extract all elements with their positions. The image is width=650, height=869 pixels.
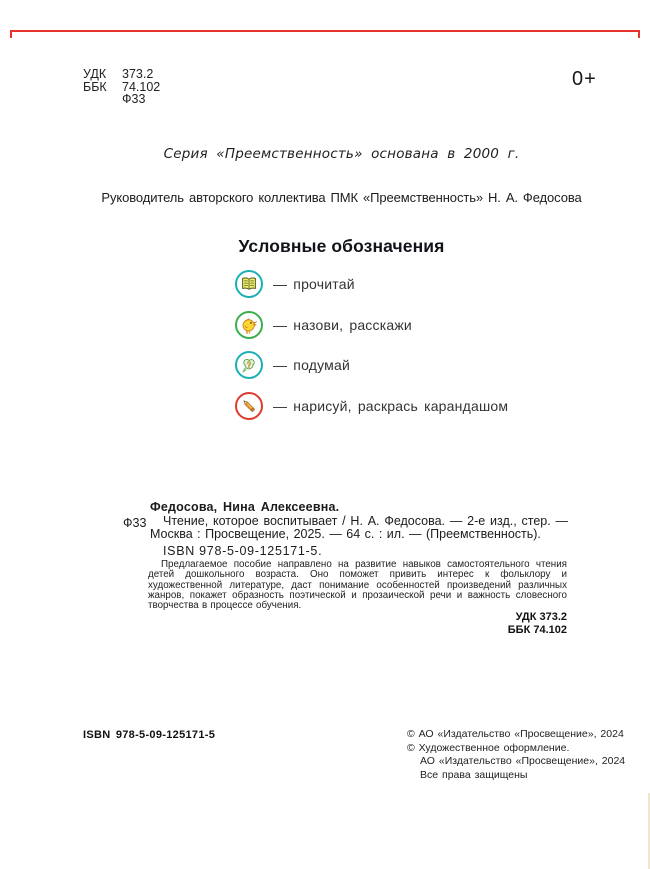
chick-icon: [235, 311, 263, 339]
legend-item-tell: [235, 311, 508, 339]
bibliography-isbn: ISBN 978-5-09-125171-5.: [163, 544, 323, 558]
legend-item-label: — подумай: [273, 357, 350, 373]
legend-item-label: — нарисуй, раскрась карандашом: [273, 397, 509, 414]
legend-item-think: [235, 351, 508, 379]
legend-item-label: — назови, расскажи: [273, 316, 412, 333]
legend-list: [235, 270, 508, 420]
page-border-top-line: [10, 30, 640, 32]
udk-line: [83, 68, 160, 81]
classification-right-block: [508, 611, 567, 637]
author-code-line: [83, 93, 160, 106]
udk-value: 373.2: [122, 67, 154, 81]
page-border-tick-right: [638, 30, 640, 38]
svg-text:?: ?: [246, 360, 252, 370]
open-book-icon: [235, 270, 263, 298]
team-leader-line: Руководитель авторского коллектива ПМК «Преемственность» Н. А. Федосова: [101, 190, 582, 205]
copyright-line: © Художественное оформление.: [407, 741, 570, 754]
copyright-line: Все права защищены: [420, 768, 528, 781]
legend-item-draw: [235, 392, 508, 420]
thought-cloud-question-icon: [235, 351, 263, 379]
legend-item-read: [235, 270, 508, 298]
legend-item-label: — прочитай: [273, 276, 355, 292]
bbk-right-line: ББК 74.102: [507, 624, 567, 636]
footer-isbn: ISBN 978-5-09-125171-5: [83, 729, 216, 741]
annotation-paragraph: Предлагаемое пособие направлено на развитие навыков самостоятельного чтения детей дошкольного возраста. Оно поможет привить интерес к фольклору и художественной литературе, даст понимание особенностей произведений различных жанров, покажет образность поэтической и прозаической речи и важность словесного творчества в процессе обучения.: [148, 559, 567, 612]
udk-right-line: УДК 373.2: [515, 611, 567, 623]
bbk-label: ББК: [83, 79, 107, 94]
pencil-icon: [235, 392, 263, 420]
copyright-line: © АО «Издательство «Просвещение», 2024: [407, 728, 624, 740]
series-line: Серия «Преемственность» основана в 2000 г.: [163, 146, 520, 162]
copyright-block: [407, 728, 625, 782]
bbk-value: 74.102: [122, 79, 161, 94]
classification-block: [83, 68, 160, 106]
bibliography-entry-code: Ф33: [123, 516, 147, 530]
legend-title: Условные обозначения: [238, 236, 445, 256]
page-border-tick-left: [10, 30, 12, 38]
bibliography-entry: Чтение, которое воспитывает / Н. А. Федосова. — 2-е изд., стер. — Москва : Просвещение, 2025. — 64 с. : ил. — (Преемственность).: [150, 514, 568, 541]
copyright-line: АО «Издательство «Просвещение», 2024: [420, 755, 626, 767]
udk-label: УДК: [83, 67, 107, 81]
bibliography-author: Федосова, Нина Алексеевна.: [150, 500, 340, 514]
author-code-value: Ф33: [122, 92, 146, 106]
age-rating-badge: 0+: [572, 68, 597, 90]
